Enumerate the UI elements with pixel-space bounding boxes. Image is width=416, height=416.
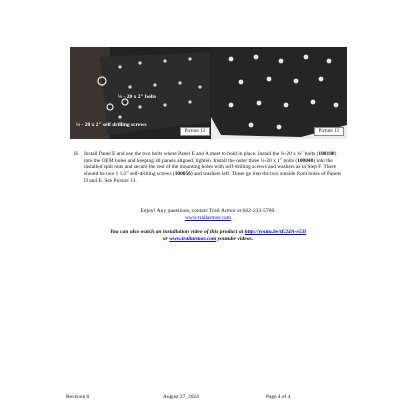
website-link[interactable]: www.trailarmor.com — [184, 215, 232, 221]
trailarmor-video-link[interactable]: www.trailarmor.com — [169, 236, 217, 242]
video-text-mid: or — [162, 236, 170, 242]
step-text-1: Install Panel E and use the two bolts where Panel E and A meet to hold in place. Install the ¼-20 x ¾" bolts ( — [84, 151, 319, 157]
overlay-bolts-label: ¼ - 20 x 2" bolts — [118, 94, 157, 100]
video-text-post: youtube videos. — [216, 236, 254, 242]
picture-13-caption: Picture 13 — [314, 127, 344, 136]
step-h-paragraph — [74, 151, 342, 185]
video-line-2 — [0, 236, 416, 243]
footer-date: August 27, 2024 — [163, 394, 199, 400]
picture-13 — [211, 47, 347, 139]
picture-12-caption: Picture 12 — [180, 127, 210, 136]
step-text-2: ) into the OEM holes and keeping all panels aligned, tighten. Install the outer three ¼-20 x 1" bolts ( — [84, 151, 337, 164]
footer-revision: Revision 6 — [66, 394, 90, 400]
step-text-3: ) into the installed split nuts and secure the rest of the mounting holes with self-drilling screws and washers as in Step F. There should be two 1 1/2" self-drilling screws ( — [84, 157, 337, 178]
part-100056: 100056 — [174, 171, 191, 178]
overlay-screws-label: ¼ - 20 x 2" self drilling screws — [76, 122, 147, 128]
video-text-pre: You can also watch an installation video of this product at — [109, 229, 245, 235]
picture-12 — [70, 47, 213, 139]
footer-page: Page 4 of 4 — [266, 394, 291, 400]
video-line-1 — [0, 229, 416, 236]
part-100048: 100048 — [297, 157, 314, 164]
youtube-link[interactable]: http://youtu.be/tE24A-e53i — [244, 229, 307, 235]
step-marker: H. — [74, 151, 80, 157]
step-text-4: ) and washers left. These go into the two outside front holes of Panels D and E. See Picture 13. — [84, 171, 342, 184]
part-100108: 100108 — [318, 151, 335, 157]
contact-line: Enjoy! Any questions, contact Trail Armor at 662-233-5700. — [140, 208, 276, 214]
